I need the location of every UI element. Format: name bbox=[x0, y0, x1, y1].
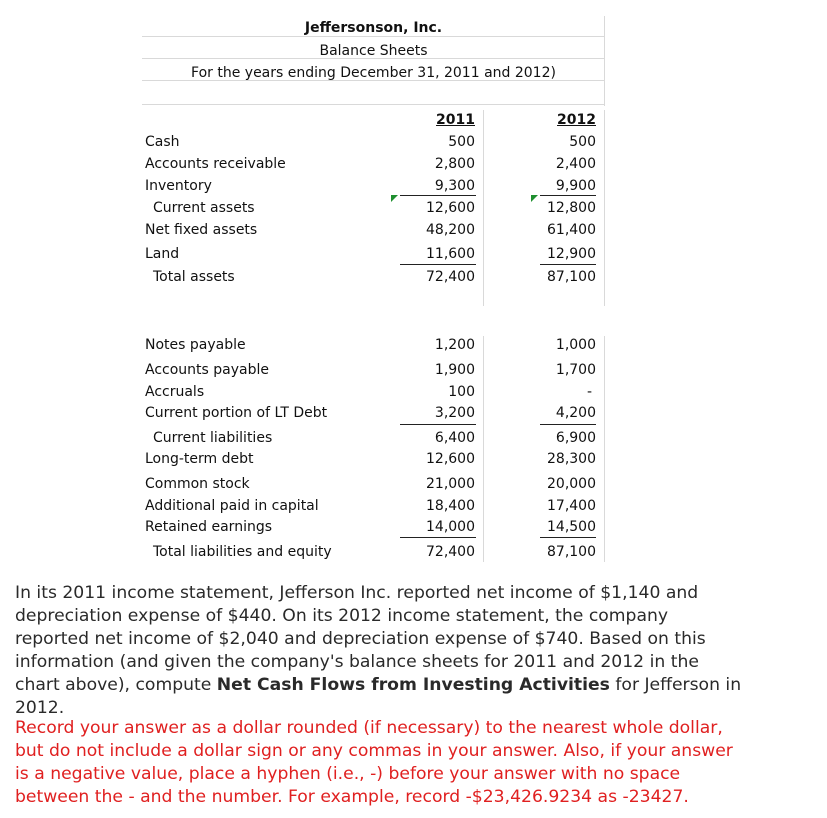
value-2011: 6,400 bbox=[434, 430, 475, 446]
row-label: Common stock bbox=[145, 476, 250, 492]
value-2012: 87,100 bbox=[547, 544, 596, 560]
value-2011: 14,000 bbox=[426, 519, 475, 535]
sheet-subtitle: Balance Sheets bbox=[319, 43, 428, 59]
company-name: Jeffersonson, Inc. bbox=[304, 20, 443, 36]
value-2012: 2,400 bbox=[555, 156, 596, 172]
underline bbox=[540, 537, 596, 538]
value-2011: 500 bbox=[448, 134, 475, 150]
row-label: Accounts receivable bbox=[145, 156, 286, 172]
question-text-before: In its 2011 income statement, Jefferson Inc. reported net income of $1,140 and depreciation expense of $440. On its 2012 income statement, the company reported net income of $2,040 and depreciation expense of $740. Based on this information (and given the company's balance sheets for 2011 and 2012 in the chart above), compute bbox=[15, 583, 706, 695]
value-2011: 3,200 bbox=[434, 405, 475, 421]
value-2011: 11,600 bbox=[426, 246, 475, 262]
row-label: Current portion of LT Debt bbox=[145, 405, 328, 421]
table-row bbox=[142, 473, 605, 495]
row-label: Total liabilities and equity bbox=[153, 544, 332, 560]
value-2012: 1,000 bbox=[555, 337, 596, 353]
question-text-after: for Jefferson in 2012. bbox=[15, 675, 742, 718]
value-2011: 48,200 bbox=[426, 222, 475, 238]
value-2011: 9,300 bbox=[434, 178, 475, 194]
value-2011: 1,200 bbox=[434, 337, 475, 353]
table-row bbox=[142, 153, 605, 175]
value-2012: 4,200 bbox=[555, 405, 596, 421]
row-label: Cash bbox=[145, 134, 180, 150]
value-2012: 14,500 bbox=[547, 519, 596, 535]
value-2012: 6,900 bbox=[555, 430, 596, 446]
answer-instructions: Record your answer as a dollar rounded (if necessary) to the nearest whole dollar, but do not include a dollar sign or any commas in your answer. Also, if your answer is a negative value, place a hyphen (i.e., -) before your answer with no space between the - and the number. For example, record -$23,426.9234 as -23427. bbox=[15, 718, 733, 807]
row-label: Net fixed assets bbox=[145, 222, 258, 238]
gridline bbox=[142, 104, 605, 105]
value-2012: 1,700 bbox=[555, 362, 596, 378]
value-2012: 28,300 bbox=[547, 451, 596, 467]
table-row bbox=[142, 541, 605, 563]
table-row bbox=[142, 219, 605, 241]
value-2012: 12,800 bbox=[547, 200, 596, 216]
underline bbox=[400, 537, 476, 538]
underline bbox=[540, 195, 596, 196]
table-row bbox=[142, 175, 605, 197]
value-2011: 12,600 bbox=[426, 451, 475, 467]
row-label: Inventory bbox=[145, 178, 212, 194]
row-label: Retained earnings bbox=[145, 519, 273, 535]
gridline bbox=[142, 36, 605, 37]
value-2012: 9,900 bbox=[555, 178, 596, 194]
row-label: Land bbox=[145, 246, 180, 262]
row-label: Accounts payable bbox=[145, 362, 269, 378]
row-label: Total assets bbox=[153, 269, 235, 285]
row-label: Additional paid in capital bbox=[145, 498, 319, 514]
underline bbox=[540, 424, 596, 425]
row-label: Current liabilities bbox=[153, 430, 273, 446]
table-row bbox=[142, 334, 605, 356]
years-line: For the years ending December 31, 2011 and 2012) bbox=[191, 65, 556, 81]
value-2012: 12,900 bbox=[547, 246, 596, 262]
value-2012: 20,000 bbox=[547, 476, 596, 492]
column-header-row bbox=[142, 109, 605, 131]
table-row bbox=[142, 197, 605, 219]
table-row bbox=[142, 427, 605, 449]
question-text bbox=[15, 582, 745, 720]
question-bold-term: Net Cash Flows from Investing Activities bbox=[216, 675, 610, 695]
value-2012: 500 bbox=[569, 134, 596, 150]
table-row bbox=[142, 131, 605, 153]
table-row bbox=[142, 516, 605, 538]
value-2011: 72,400 bbox=[426, 544, 475, 560]
table-row bbox=[142, 495, 605, 517]
value-2011: 2,800 bbox=[434, 156, 475, 172]
row-label: Long-term debt bbox=[145, 451, 254, 467]
value-2012: 17,400 bbox=[547, 498, 596, 514]
value-2012: - bbox=[586, 384, 592, 400]
col-2011-header: 2011 bbox=[436, 112, 475, 128]
underline bbox=[400, 424, 476, 425]
value-2012: 61,400 bbox=[547, 222, 596, 238]
col-2012-header: 2012 bbox=[557, 112, 596, 128]
value-2012: 87,100 bbox=[547, 269, 596, 285]
value-2011: 72,400 bbox=[426, 269, 475, 285]
row-label: Accruals bbox=[145, 384, 205, 400]
value-2011: 18,400 bbox=[426, 498, 475, 514]
value-2011: 100 bbox=[448, 384, 475, 400]
table-row bbox=[142, 448, 605, 470]
underline bbox=[400, 264, 476, 265]
table-row bbox=[142, 402, 605, 424]
table-row bbox=[142, 381, 605, 403]
table-row bbox=[142, 266, 605, 288]
table-row bbox=[142, 243, 605, 265]
row-label: Current assets bbox=[153, 200, 255, 216]
value-2011: 12,600 bbox=[426, 200, 475, 216]
underline bbox=[540, 264, 596, 265]
value-2011: 21,000 bbox=[426, 476, 475, 492]
row-label: Notes payable bbox=[145, 337, 246, 353]
underline bbox=[400, 195, 476, 196]
value-2011: 1,900 bbox=[434, 362, 475, 378]
table-row bbox=[142, 359, 605, 381]
